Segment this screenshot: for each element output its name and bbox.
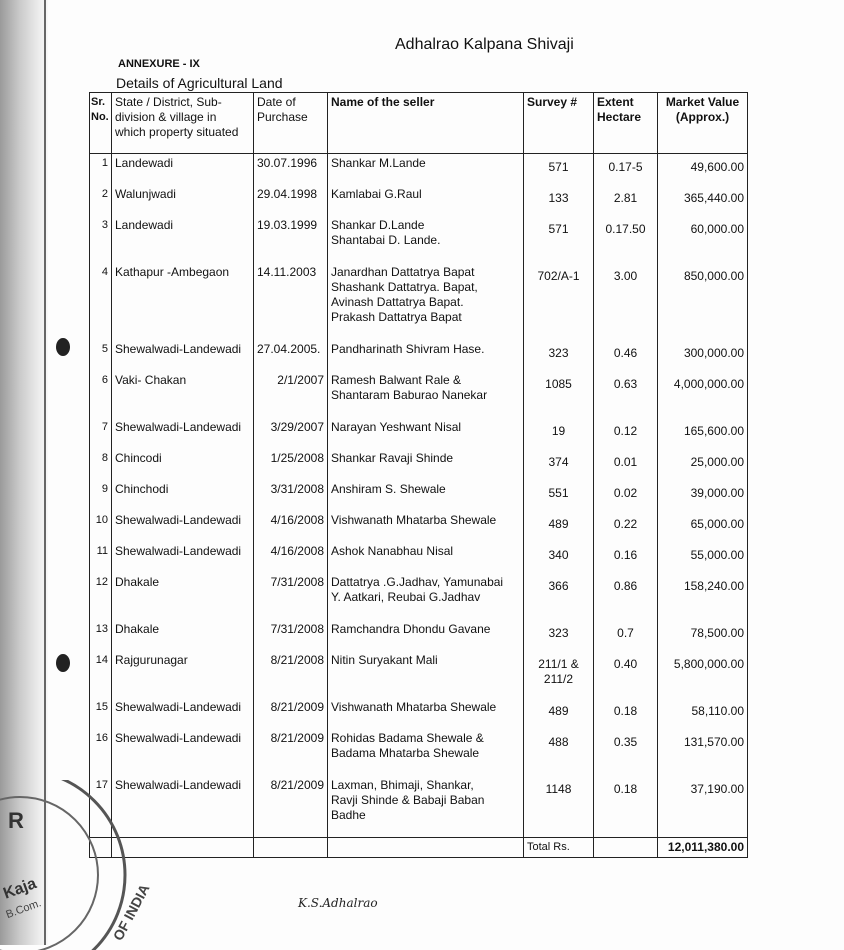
cell-survey: 702/A-1 [524,263,594,340]
cell-extent: 0.22 [594,511,658,542]
cell-sr: 15 [90,698,112,729]
cell-date: 8/21/2008 [254,651,328,698]
cell-seller: Shankar Ravaji Shinde [328,449,524,480]
cell-value: 65,000.00 [658,511,748,542]
official-stamp [0,780,160,950]
agricultural-land-table [89,92,748,858]
cell-survey: 551 [524,480,594,511]
cell-location: Shewalwadi-Landewadi [112,418,254,449]
cell-sr: 9 [90,480,112,511]
cell-seller: Janardhan Dattatrya Bapat Shashank Dattatrya. Bapat, Avinash Dattatrya Bapat. Prakash Dattatrya Bapat [328,263,524,340]
cell-date: 3/29/2007 [254,418,328,449]
cell-survey: 133 [524,185,594,216]
cell-date: 1/25/2008 [254,449,328,480]
cell-value: 131,570.00 [658,729,748,776]
cell-date: 8/21/2009 [254,776,328,838]
col-header-value: Market Value (Approx.) [658,93,748,154]
cell-seller: Rohidas Badama Shewale & Badama Mhatarba Shewale [328,729,524,776]
cell-sr: 8 [90,449,112,480]
cell-survey: 323 [524,340,594,371]
cell-seller: Narayan Yeshwant Nisal [328,418,524,449]
cell-location: Landewadi [112,154,254,185]
cell-seller: Laxman, Bhimaji, Shankar, Ravji Shinde & Babaji Baban Badhe [328,776,524,838]
cell-value: 60,000.00 [658,216,748,263]
total-row [90,838,748,858]
cell-seller: Dattatrya .G.Jadhav, Yamunabai Y. Aatkari, Reubai G.Jadhav [328,573,524,620]
table-row [90,651,748,698]
cell-location: Shewalwadi-Landewadi [112,776,254,838]
col-header-location: State / District, Sub-division & village in which property situated [112,93,254,154]
cell-extent: 0.01 [594,449,658,480]
cell-seller: Shankar D.Lande Shantabai D. Lande. [328,216,524,263]
cell-location: Shewalwadi-Landewadi [112,511,254,542]
cell-sr: 6 [90,371,112,418]
cell-survey: 489 [524,511,594,542]
cell-extent: 0.63 [594,371,658,418]
cell-sr: 1 [90,154,112,185]
cell-date: 27.04.2005. [254,340,328,371]
cell-survey: 211/1 & 211/2 [524,651,594,698]
col-header-date: Date of Purchase [254,93,328,154]
cell-extent: 0.17-5 [594,154,658,185]
cell-survey: 489 [524,698,594,729]
table-row [90,573,748,620]
cell-extent: 0.02 [594,480,658,511]
cell-seller: Pandharinath Shivram Hase. [328,340,524,371]
cell-date: 14.11.2003 [254,263,328,340]
cell-survey: 571 [524,154,594,185]
cell-seller: Ashok Nanabhau Nisal [328,542,524,573]
cell-extent: 3.00 [594,263,658,340]
total-value: 12,011,380.00 [658,838,748,858]
cell-seller: Nitin Suryakant Mali [328,651,524,698]
table-row [90,154,748,185]
table-row [90,542,748,573]
cell-extent: 0.12 [594,418,658,449]
cell-location: Kathapur -Ambegaon [112,263,254,340]
col-header-seller: Name of the seller [328,93,524,154]
cell-seller: Anshiram S. Shewale [328,480,524,511]
table-row [90,418,748,449]
cell-location: Shewalwadi-Landewadi [112,542,254,573]
cell-location: Chincodi [112,449,254,480]
table-row [90,480,748,511]
cell-location: Shewalwadi-Landewadi [112,698,254,729]
cell-value: 39,000.00 [658,480,748,511]
cell-date: 8/21/2009 [254,729,328,776]
table-row [90,340,748,371]
table-subtitle: Details of Agricultural Land [116,75,283,91]
cell-date: 4/16/2008 [254,542,328,573]
signature: K.S.Adhalrao [298,896,378,910]
cell-extent: 0.16 [594,542,658,573]
cell-location: Landewadi [112,216,254,263]
table-row [90,185,748,216]
cell-value: 55,000.00 [658,542,748,573]
cell-survey: 374 [524,449,594,480]
cell-sr: 13 [90,620,112,651]
cell-sr: 10 [90,511,112,542]
cell-location: Dhakale [112,573,254,620]
cell-extent: 0.86 [594,573,658,620]
annexure-label: ANNEXURE - IX [118,58,200,70]
table-row [90,511,748,542]
stamp-letter: R [8,808,24,833]
col-header-extent: Extent Hectare [594,93,658,154]
cell-location: Walunjwadi [112,185,254,216]
cell-survey: 366 [524,573,594,620]
cell-date: 7/31/2008 [254,573,328,620]
cell-extent: 0.35 [594,729,658,776]
cell-sr: 11 [90,542,112,573]
cell-value: 165,600.00 [658,418,748,449]
cell-date: 7/31/2008 [254,620,328,651]
cell-location: Shewalwadi-Landewadi [112,729,254,776]
cell-seller: Ramchandra Dhondu Gavane [328,620,524,651]
cell-value: 25,000.00 [658,449,748,480]
cell-extent: 0.18 [594,776,658,838]
cell-seller: Kamlabai G.Raul [328,185,524,216]
col-header-sr: Sr. No. [90,93,112,154]
table-header-row [90,93,748,154]
cell-value: 37,190.00 [658,776,748,838]
cell-survey: 19 [524,418,594,449]
cell-extent: 0.18 [594,698,658,729]
cell-extent: 2.81 [594,185,658,216]
stamp-text-3: OF INDIA [109,881,153,944]
cell-date: 19.03.1999 [254,216,328,263]
table-row [90,449,748,480]
cell-location: Chinchodi [112,480,254,511]
cell-survey: 488 [524,729,594,776]
cell-date: 4/16/2008 [254,511,328,542]
cell-location: Shewalwadi-Landewadi [112,340,254,371]
table-row [90,698,748,729]
table-row [90,729,748,776]
cell-date: 29.04.1998 [254,185,328,216]
table-row [90,776,748,838]
cell-date: 2/1/2007 [254,371,328,418]
col-header-survey: Survey # [524,93,594,154]
punch-hole [56,338,70,356]
cell-sr: 2 [90,185,112,216]
cell-extent: 0.17.50 [594,216,658,263]
table-row [90,620,748,651]
table-row [90,263,748,340]
cell-value: 158,240.00 [658,573,748,620]
cell-survey: 323 [524,620,594,651]
cell-value: 4,000,000.00 [658,371,748,418]
cell-sr: 16 [90,729,112,776]
table-row [90,371,748,418]
cell-value: 78,500.00 [658,620,748,651]
cell-sr: 14 [90,651,112,698]
cell-value: 365,440.00 [658,185,748,216]
cell-survey: 1085 [524,371,594,418]
table-row [90,216,748,263]
cell-location: Rajgurunagar [112,651,254,698]
cell-seller: Vishwanath Mhatarba Shewale [328,698,524,729]
stamp-text-1: Kaja [1,875,39,903]
cell-survey: 340 [524,542,594,573]
cell-sr: 3 [90,216,112,263]
stamp-text-2: B.Com. [4,897,43,922]
cell-sr: 12 [90,573,112,620]
cell-survey: 571 [524,216,594,263]
cell-sr: 4 [90,263,112,340]
cell-extent: 0.46 [594,340,658,371]
cell-seller: Shankar M.Lande [328,154,524,185]
cell-value: 49,600.00 [658,154,748,185]
cell-seller: Ramesh Balwant Rale & Shantaram Baburao Nanekar [328,371,524,418]
total-label: Total Rs. [524,838,594,858]
cell-value: 850,000.00 [658,263,748,340]
cell-value: 5,800,000.00 [658,651,748,698]
cell-sr: 17 [90,776,112,838]
cell-value: 300,000.00 [658,340,748,371]
cell-sr: 7 [90,418,112,449]
cell-date: 3/31/2008 [254,480,328,511]
cell-date: 8/21/2009 [254,698,328,729]
cell-location: Vaki- Chakan [112,371,254,418]
cell-seller: Vishwanath Mhatarba Shewale [328,511,524,542]
cell-extent: 0.40 [594,651,658,698]
cell-location: Dhakale [112,620,254,651]
punch-hole [56,654,70,672]
cell-extent: 0.7 [594,620,658,651]
document-owner-name: Adhalrao Kalpana Shivaji [395,36,574,53]
cell-value: 58,110.00 [658,698,748,729]
cell-survey: 1148 [524,776,594,838]
cell-date: 30.07.1996 [254,154,328,185]
cell-sr: 5 [90,340,112,371]
